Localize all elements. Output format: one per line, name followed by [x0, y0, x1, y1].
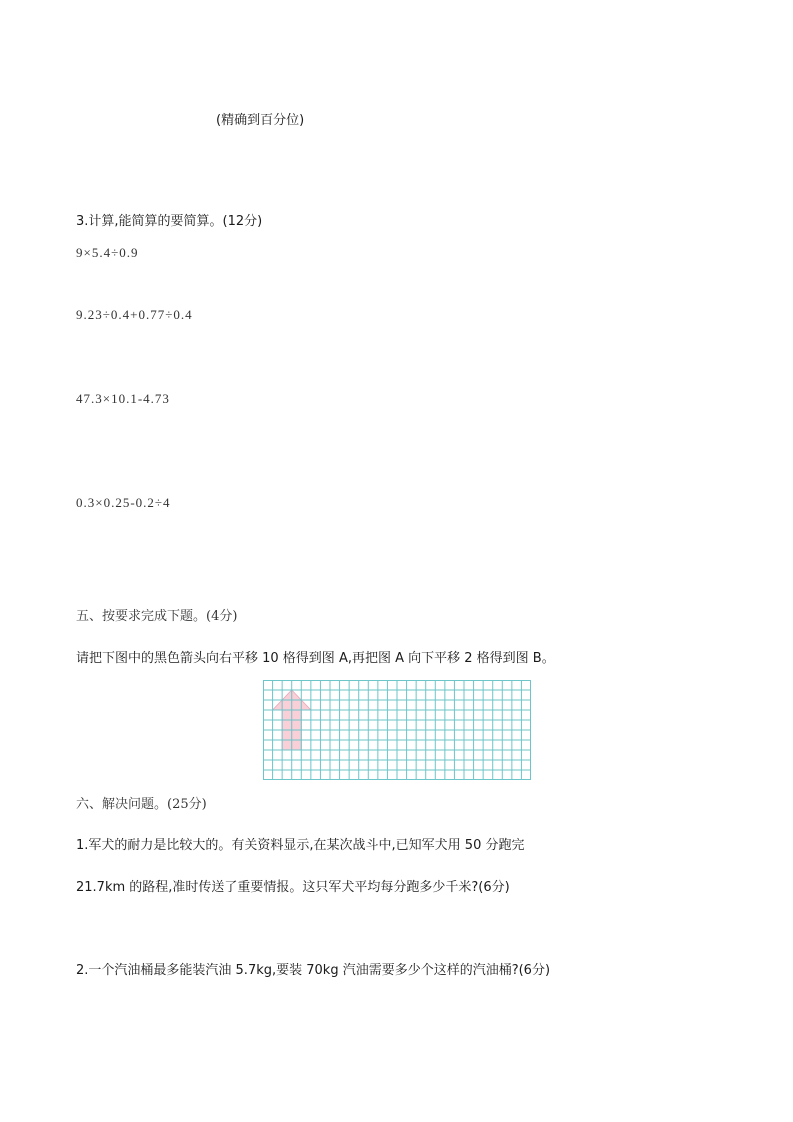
expression-1: 9×5.4÷0.9	[76, 245, 139, 260]
section5-title: 五、按要求完成下题。(4分)	[76, 609, 238, 624]
section5-instruction: 请把下图中的黑色箭头向右平移 10 格得到图 A,再把图 A 向下平移 2 格得到图 B。	[76, 651, 555, 666]
question-2: 2.一个汽油桶最多能装汽油 5.7kg,要装 70kg 汽油需要多少个这样的汽油桶?(6分)	[76, 963, 551, 978]
section3-title: 3.计算,能简算的要简算。(12分)	[76, 214, 263, 229]
section6-title: 六、解决问题。(25分)	[76, 797, 207, 812]
grid-lines	[263, 680, 531, 780]
expression-3: 47.3×10.1-4.73	[76, 391, 170, 406]
question-1-line2: 21.7km 的路程,准时传送了重要情报。这只军犬平均每分跑多少千米?(6分)	[76, 880, 510, 895]
question-1-line1: 1.军犬的耐力是比较大的。有关资料显示,在某次战斗中,已知军犬用 50 分跑完	[76, 838, 525, 853]
expression-2: 9.23÷0.4+0.77÷0.4	[76, 307, 193, 322]
precision-note: (精确到百分位)	[216, 113, 305, 128]
translation-grid	[263, 680, 531, 780]
expression-4: 0.3×0.25-0.2÷4	[76, 495, 171, 510]
